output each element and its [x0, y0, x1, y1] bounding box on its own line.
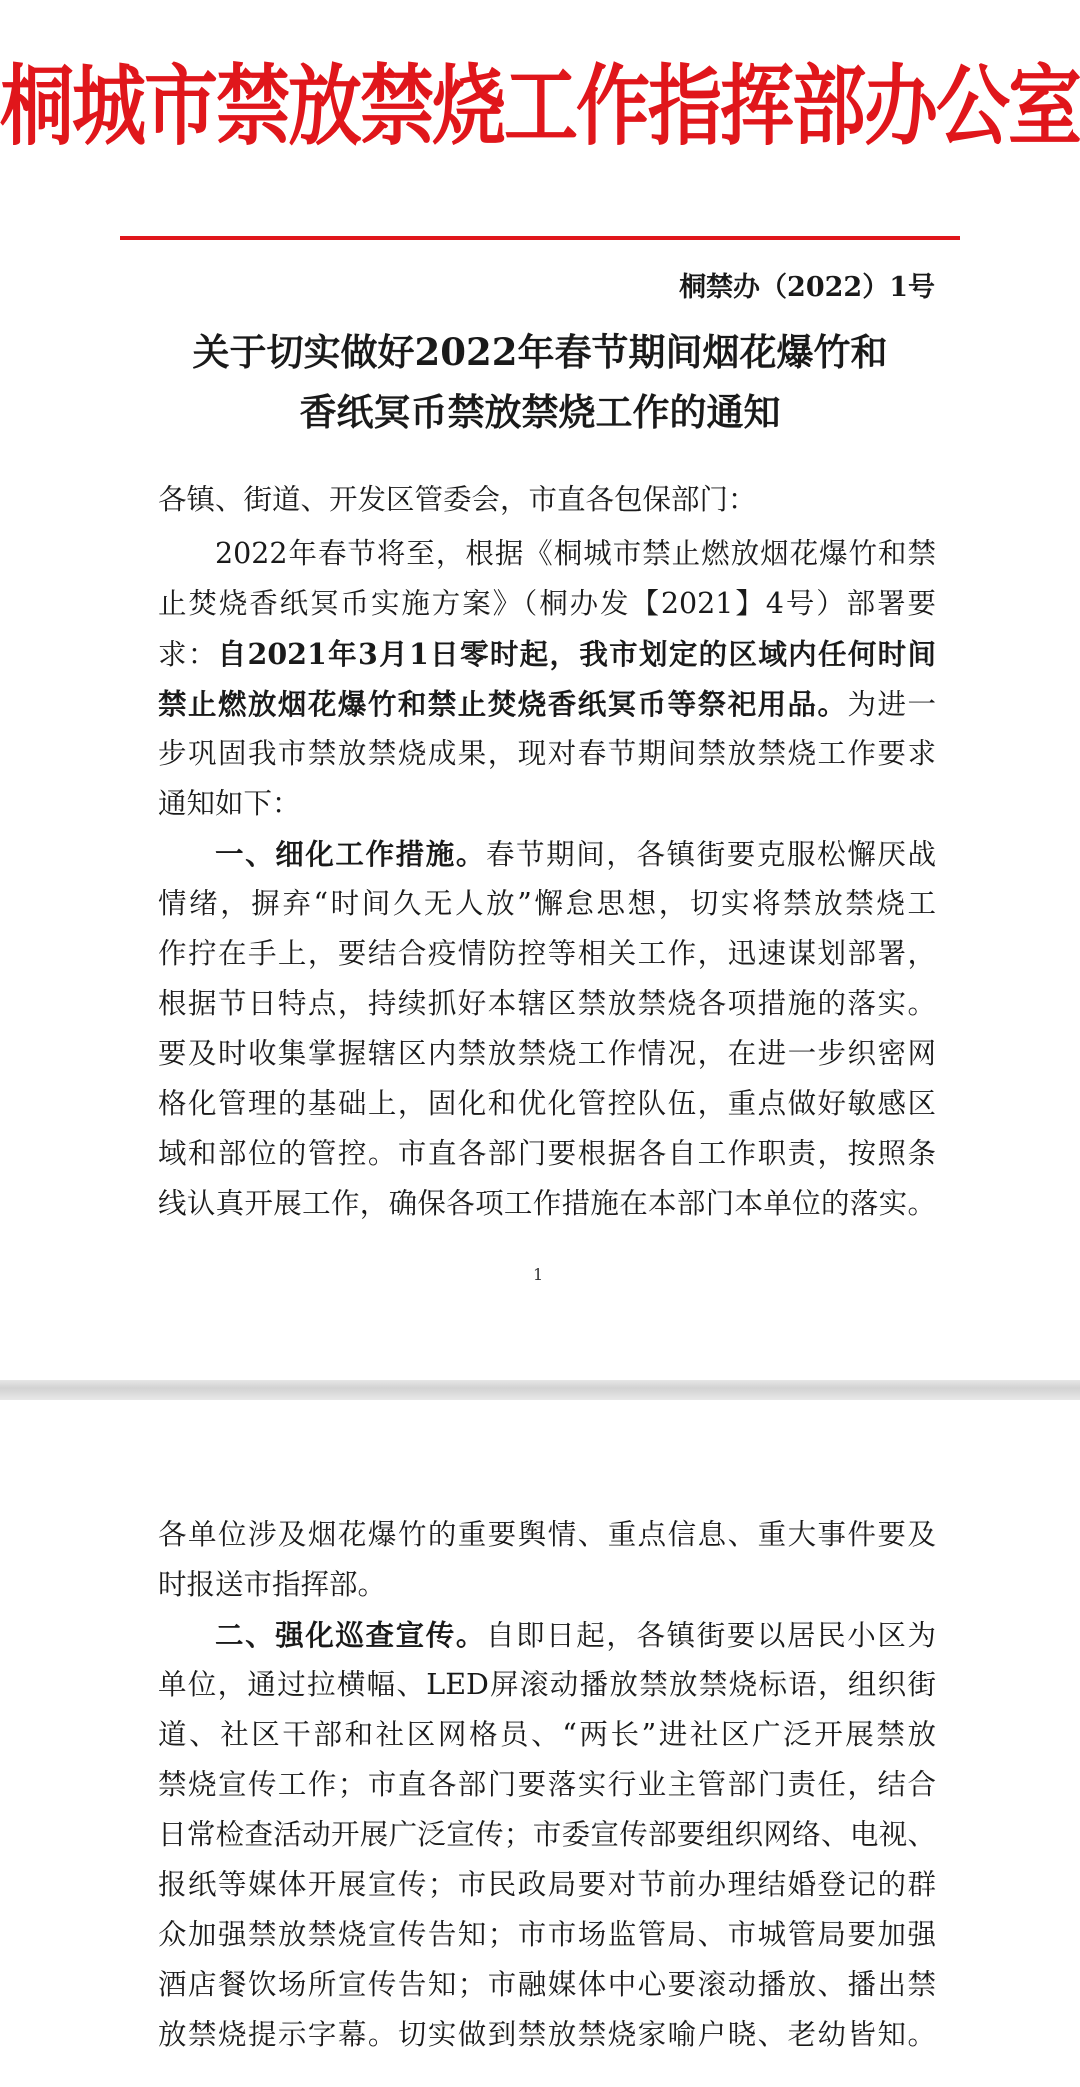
section-1-paragraph [158, 829, 936, 1229]
section-1-line-1 [158, 829, 936, 879]
page-number: 1 [533, 1265, 544, 1284]
section-1-line-4: 根据节日特点，持续抓好本辖区禁放禁烧各项措施的落实。 [158, 987, 936, 1020]
section-1-heading: 一、细化工作措施。 [215, 837, 486, 871]
intro-line-3-plain: 求： [158, 638, 218, 671]
notice-title-line-1: 关于切实做好2022年春节期间烟花爆竹和 [192, 330, 888, 374]
continued-line-1: 各单位涉及烟花爆竹的重要舆情、重点信息、重大事件要及 [158, 1518, 936, 1551]
section-2-line-8: 酒店餐饮场所宣传告知；市融媒体中心要滚动播放、播出禁 [158, 1968, 936, 2001]
document-number: 桐禁办（2022）1号 [679, 272, 935, 303]
office-letterhead-title: 桐城市禁放禁烧工作指挥部办公室 [0, 56, 1080, 158]
section-2-heading: 二、强化巡查宣传。 [215, 1618, 486, 1652]
section-2-line-1 [158, 1610, 936, 1660]
section-2-paragraph [158, 1610, 936, 2060]
intro-line-6: 通知如下： [158, 787, 301, 820]
salutation-line: 各镇、街道、开发区管委会，市直各包保部门： [158, 483, 757, 516]
section-2-line-3: 道、社区干部和社区网格员、“两长”进社区广泛开展禁放 [158, 1718, 936, 1751]
salutation [158, 475, 936, 525]
page-separator [0, 1380, 1080, 1400]
section-1-line-8: 线认真开展工作，确保各项工作措施在本部门本单位的落实。 [158, 1187, 936, 1220]
continued-paragraph [158, 1510, 936, 1610]
intro-line-5: 步巩固我市禁放禁烧成果，现对春节期间禁放禁烧工作要求 [158, 737, 936, 770]
intro-line-3 [158, 629, 936, 679]
intro-line-4-plain: 为进一 [847, 688, 936, 721]
intro-line-4-bold: 禁止燃放烟花爆竹和禁止焚烧香纸冥币等祭祀用品。 [158, 687, 848, 721]
section-1-line-6: 格化管理的基础上，固化和优化管控队伍，重点做好敏感区 [158, 1087, 936, 1120]
section-2-line-7: 众加强禁放禁烧宣传告知；市市场监管局、市城管局要加强 [158, 1918, 936, 1951]
letterhead-red-rule [120, 236, 960, 240]
section-1-line-2: 情绪，摒弃“时间久无人放”懈怠思想，切实将禁放禁烧工 [158, 887, 936, 920]
intro-line-2: 止焚烧香纸冥币实施方案》（桐办发【2021】4号）部署要 [158, 587, 936, 620]
document-page-2 [0, 1400, 1080, 2087]
section-1-line-7: 域和部位的管控。市直各部门要根据各自工作职责，按照条 [158, 1137, 936, 1170]
notice-title-line-2: 香纸冥币禁放禁烧工作的通知 [299, 390, 781, 434]
section-2-line-2: 单位，通过拉横幅、LED屏滚动播放禁放禁烧标语，组织街 [158, 1668, 936, 1701]
section-1-line-1-rest: 春节期间，各镇街要克服松懈厌战 [485, 838, 936, 871]
section-1-line-3: 作拧在手上，要结合疫情防控等相关工作，迅速谋划部署， [158, 937, 936, 970]
section-1-line-5: 要及时收集掌握辖区内禁放禁烧工作情况，在进一步织密网 [158, 1037, 936, 1070]
intro-line-3-bold: 自2021年3月1日零时起，我市划定的区域内任何时间 [217, 637, 936, 671]
intro-paragraph [158, 529, 936, 829]
intro-line-4 [158, 679, 936, 729]
notice-title [0, 322, 1080, 442]
section-2-line-5: 日常检查活动开展广泛宣传；市委宣传部要组织网络、电视、 [158, 1818, 936, 1851]
intro-line-1: 2022年春节将至，根据《桐城市禁止燃放烟花爆竹和禁 [215, 537, 936, 570]
continued-line-2: 时报送市指挥部。 [158, 1568, 387, 1601]
section-2-line-6: 报纸等媒体开展宣传；市民政局要对节前办理结婚登记的群 [158, 1868, 936, 1901]
section-2-line-4: 禁烧宣传工作；市直各部门要落实行业主管部门责任，结合 [158, 1768, 936, 1801]
section-2-line-9: 放禁烧提示字幕。切实做到禁放禁烧家喻户晓、老幼皆知。 [158, 2018, 936, 2051]
section-2-line-1-rest: 自即日起，各镇街要以居民小区为 [485, 1619, 936, 1652]
